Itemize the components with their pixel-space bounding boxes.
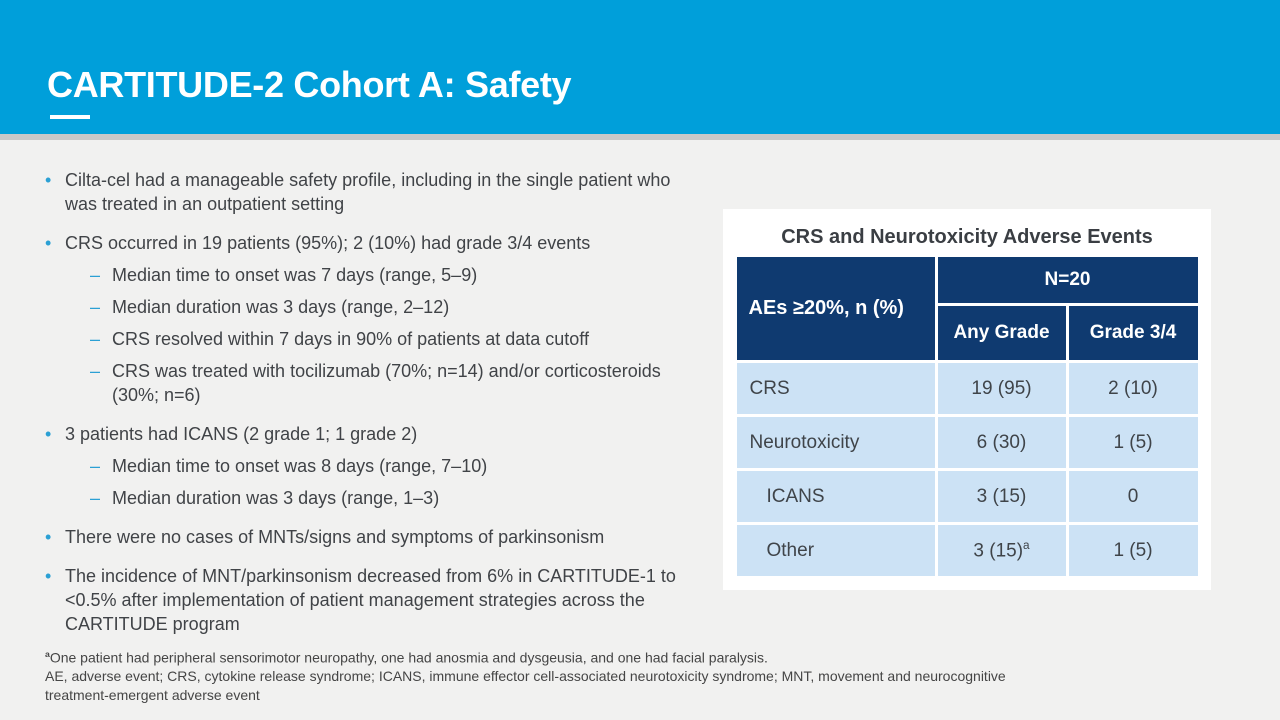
- bullet-text: CRS occurred in 19 patients (95%); 2 (10%) had grade 3/4 events: [65, 233, 591, 253]
- column-header-aes: AEs ≥20%, n (%): [737, 257, 935, 360]
- footnote-line-1: [45, 645, 1065, 667]
- sub-bullet-item: [90, 359, 677, 407]
- cell-any-grade: [938, 525, 1066, 576]
- row-label: CRS: [737, 363, 935, 414]
- bullet-marker: •: [45, 566, 52, 586]
- footnote-line-2: AE, adverse event; CRS, cytokine release syndrome; ICANS, immune effector cell-associated neurotoxicity syndrome; MNT, movement and neurocognitive treatment-emergent adverse event: [45, 668, 1006, 703]
- slide-title: CARTITUDE-2 Cohort A: Safety: [47, 64, 572, 105]
- sub-bullet-text: Median duration was 3 days (range, 1–3): [112, 488, 440, 508]
- adverse-events-table: [734, 254, 1201, 579]
- table-title: CRS and Neurotoxicity Adverse Events: [781, 226, 1153, 248]
- dash-marker: –: [90, 265, 101, 285]
- bullet-text: 3 patients had ICANS (2 grade 1; 1 grade 2): [65, 424, 418, 444]
- cell-any-grade: 6 (30): [938, 417, 1066, 468]
- dash-marker: –: [90, 361, 101, 381]
- cell-grade-3-4: 0: [1069, 471, 1198, 522]
- bullet-text: There were no cases of MNTs/signs and symptoms of parkinsonism: [65, 527, 605, 547]
- sub-bullet-text: Median time to onset was 8 days (range, 7–10): [112, 456, 488, 476]
- sub-bullet-text: CRS was treated with tocilizumab (70%; n=14) and/or corticosteroids (30%; n=6): [112, 361, 661, 405]
- cell-value: 3 (15): [973, 540, 1024, 562]
- footnote-marker: a: [45, 649, 50, 659]
- slide-header-bar: [0, 0, 1280, 134]
- dash-marker: –: [90, 456, 101, 476]
- bullet-marker: •: [45, 233, 52, 253]
- table-row: [737, 525, 1198, 576]
- column-header-grade-3-4: Grade 3/4: [1069, 306, 1198, 360]
- bullet-item: [45, 231, 677, 255]
- dash-marker: –: [90, 488, 101, 508]
- title-accent-bar: [50, 115, 90, 119]
- adverse-events-panel: [723, 209, 1211, 590]
- row-label: ICANS: [737, 471, 935, 522]
- sub-bullet-text: CRS resolved within 7 days in 90% of patients at data cutoff: [112, 329, 589, 349]
- row-label: Neurotoxicity: [737, 417, 935, 468]
- bullet-item: [45, 564, 677, 636]
- bullet-list: [45, 168, 677, 636]
- column-header-any-grade: Any Grade: [938, 306, 1066, 360]
- table-row: [737, 471, 1198, 522]
- cell-grade-3-4: 1 (5): [1069, 525, 1198, 576]
- bullet-marker: •: [45, 527, 52, 547]
- bullet-marker: •: [45, 170, 52, 190]
- dash-marker: –: [90, 329, 101, 349]
- column-group-header-n20: N=20: [938, 257, 1198, 303]
- sub-bullet-text: Median time to onset was 7 days (range, 5–9): [112, 265, 478, 285]
- bullet-item: [45, 422, 677, 446]
- sub-bullet-item: [90, 295, 677, 319]
- bullet-text: Cilta-cel had a manageable safety profile, including in the single patient who was treated in an outpatient setting: [65, 170, 671, 214]
- cell-any-grade: 3 (15): [938, 471, 1066, 522]
- sub-bullet-text: Median duration was 3 days (range, 2–12): [112, 297, 450, 317]
- bullet-text: The incidence of MNT/parkinsonism decreased from 6% in CARTITUDE-1 to <0.5% after implementation of patient management strategies across the CARTITUDE program: [65, 566, 676, 634]
- bullet-item: [45, 168, 677, 216]
- sub-bullet-item: [90, 263, 677, 287]
- footnote-text: One patient had peripheral sensorimotor neuropathy, one had anosmia and dysgeusia, and one had facial paralysis.: [49, 649, 768, 666]
- table-row: [737, 363, 1198, 414]
- table-row: [737, 417, 1198, 468]
- row-label: Other: [737, 525, 935, 576]
- header-divider-strip: [0, 134, 1280, 140]
- sub-bullet-item: [90, 454, 677, 478]
- table-header-row: [737, 257, 1198, 303]
- sub-bullet-item: [90, 486, 677, 510]
- cell-any-grade: 19 (95): [938, 363, 1066, 414]
- cell-grade-3-4: 1 (5): [1069, 417, 1198, 468]
- sub-bullet-item: [90, 327, 677, 351]
- dash-marker: –: [90, 297, 101, 317]
- cell-grade-3-4: 2 (10): [1069, 363, 1198, 414]
- bullet-marker: •: [45, 424, 52, 444]
- bullet-item: [45, 525, 677, 549]
- footnote-ref: a: [1023, 538, 1030, 552]
- footnotes: [45, 645, 1065, 704]
